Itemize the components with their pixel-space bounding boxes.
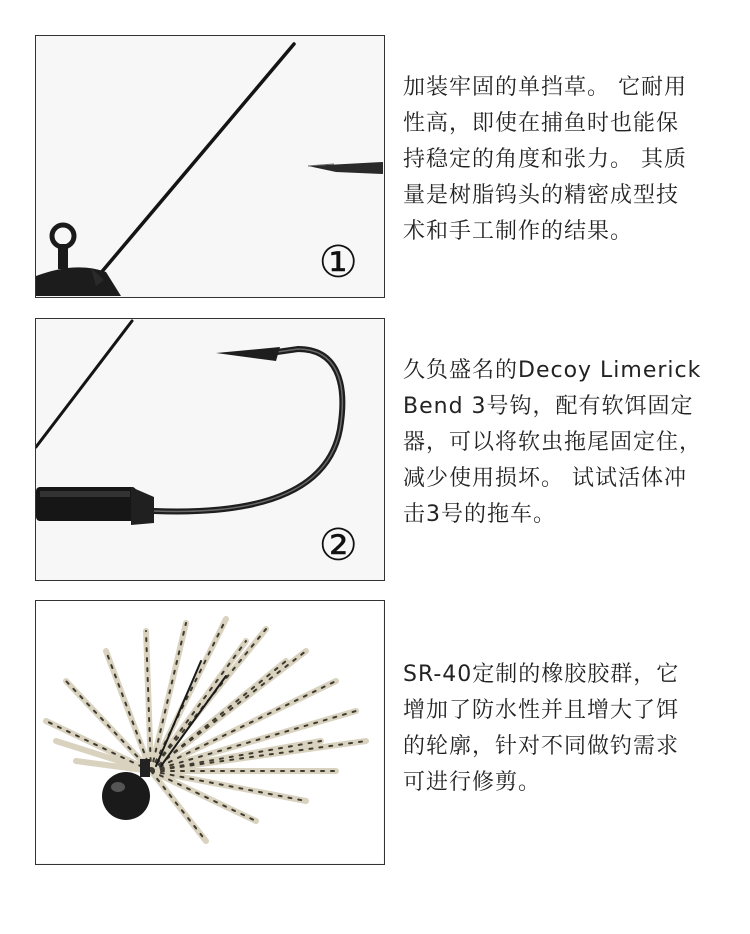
description-skirt: SR-40定制的橡胶胶群，它 增加了防水性并且增大了饵 的轮廓，针对不同做钓需求 可进行修剪。 [403, 662, 680, 795]
description-weedguard: 加装牢固的单挡草。 它耐用 性高，即使在捕鱼时也能保 持稳定的角度和张力。 其质 量是树脂钨头的精密成型技 术和手工制作的结果。 [403, 75, 687, 244]
badge-number-1: ① [318, 237, 358, 288]
photo-hook [35, 318, 385, 581]
badge-number-2: ② [318, 520, 358, 571]
description-hook: 久负盛名的Decoy Limerick Bend 3号钩，配有软饵固定 器，可以将软虫拖尾固定住， 减少使用损坏。 试试活体冲 击3号的拖车。 [403, 358, 703, 527]
photo-weedguard [35, 35, 385, 298]
rubber-skirt-jig-icon [36, 601, 383, 863]
photo-skirt [35, 600, 385, 865]
